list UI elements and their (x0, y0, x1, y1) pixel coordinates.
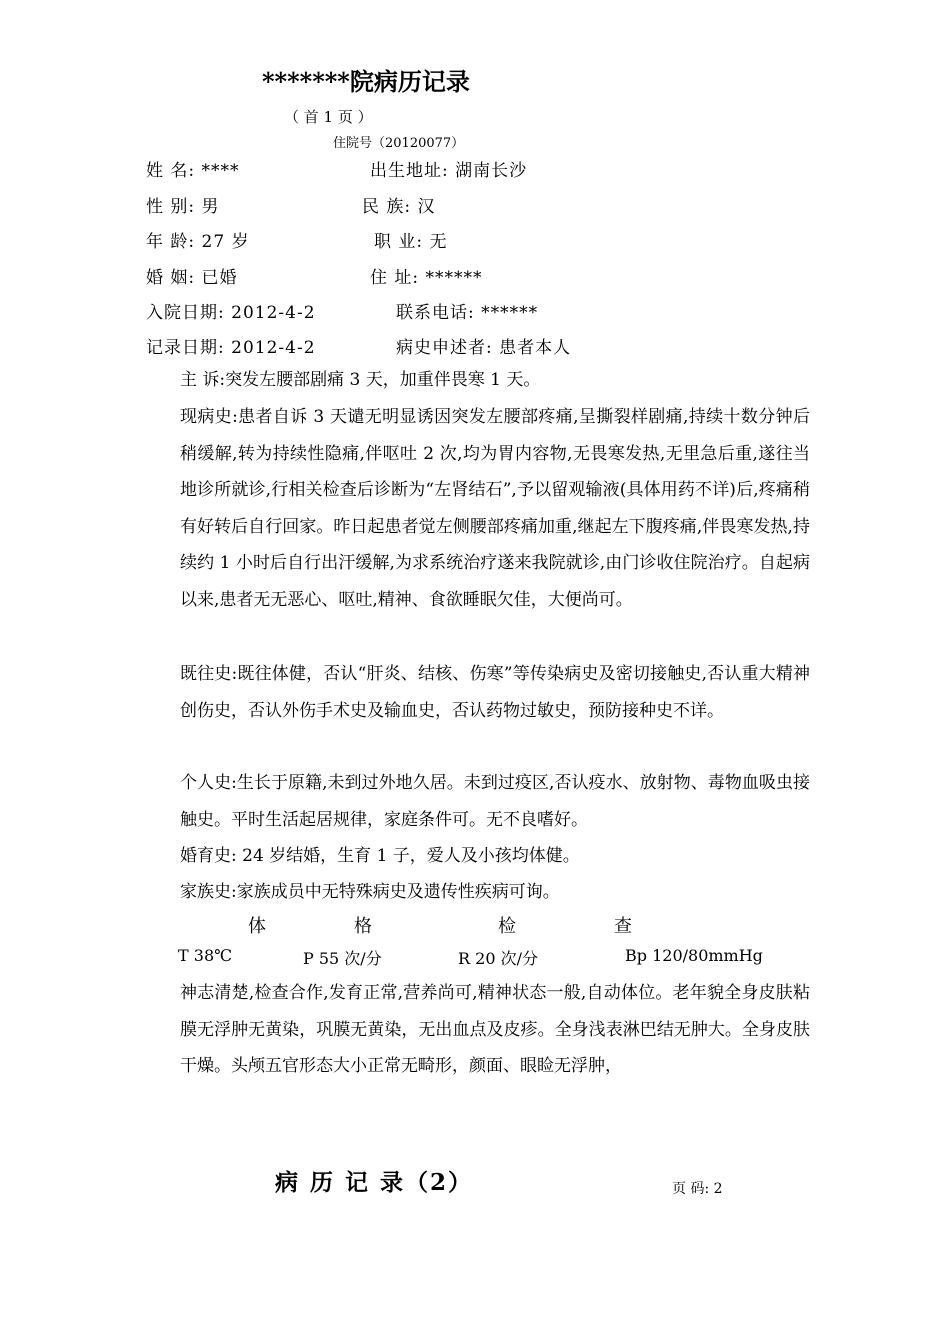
history-narrator: 病史申述者: 患者本人 (396, 338, 572, 358)
patient-sex: 性 别: 男 (146, 197, 220, 217)
ethnicity: 民 族: 汉 (362, 197, 436, 217)
record-date: 记录日期: 2012-4-2 (146, 338, 316, 358)
present-illness-text: 现病史:患者自诉 3 天谴无明显诱因突发左腰部疼痛,呈撕裂样剧痛,持续十数分钟后稍缓解,转为持续性隐痛,伴呕吐 2 次,均为胃内容物,无畏寒发热,无里急后重,遂往当地诊所就诊,行相关检查后诊断为“左肾结石”,予以留观输液(具体用药不详)后,疼痛稍有好转后自行回家。昨日起患者觉左侧腰部疼痛加重,继起左下腹疼痛,伴畏寒发热,持续约 1 小时后自行出汗缓解,为求系统治疗遂来我院就诊,由门诊收住院治疗。自起病以来,患者无无恶心、呕吐,精神、食欲睡眠欠佳，大便尚可。 (180, 407, 810, 610)
first-page-marker: （ 首 1 页 ） (284, 108, 373, 126)
past-history (146, 656, 810, 729)
admission-date: 入院日期: 2012-4-2 (146, 303, 316, 323)
patient-age: 年 龄: 27 岁 (146, 232, 250, 252)
vital-blood-pressure: Bp 120/80mmHg (625, 946, 763, 965)
birthplace: 出生地址: 湖南长沙 (370, 161, 528, 181)
page-number: 页 码: 2 (672, 1181, 723, 1197)
marital-status: 婚 姻: 已婚 (146, 268, 238, 288)
exam-findings (146, 975, 810, 1085)
occupation: 职 业: 无 (374, 232, 448, 252)
family-history-text: 家族史:家族成员中无特殊病史及遗传性疾病可询。 (180, 882, 560, 902)
present-illness (146, 399, 810, 618)
family-history (146, 874, 810, 911)
chief-complaint (146, 362, 810, 399)
marriage-history-text: 婚育史: 24 岁结婚，生育 1 子，爱人及小孩均体健。 (180, 846, 580, 866)
exam-heading-char-3: 检 (498, 916, 516, 937)
exam-heading-char-4: 查 (614, 916, 632, 937)
vital-respiration: R 20 次/分 (458, 949, 538, 968)
home-address: 住 址: ****** (370, 268, 483, 288)
contact-phone: 联系电话: ****** (396, 303, 539, 323)
personal-history (146, 765, 810, 838)
exam-heading-char-1: 体 (248, 916, 266, 937)
record-title: *******院病历记录 (262, 67, 470, 96)
personal-history-text: 个人史:生长于原籍,未到过外地久居。未到过疫区,否认疫水、放射物、毒物血吸虫接触史。平时生活起居规律，家庭条件可。无不良嗜好。 (180, 773, 810, 830)
chief-complaint-text: 主 诉:突发左腰部剧痛 3 天，加重伴畏寒 1 天。 (180, 370, 541, 390)
marriage-history (146, 838, 810, 875)
vital-pulse: P 55 次/分 (303, 949, 382, 968)
admission-number: 住院号（20120077） (333, 136, 465, 151)
exam-findings-text: 神志清楚,检查合作,发育正常,营养尚可,精神状态一般,自动体位。老年貌全身皮肤粘膜无浮肿无黄染，巩膜无黄染，无出血点及皮疹。全身浅表淋巴结无肿大。全身皮肤干燥。头颅五官形态大小正常无畸形，颜面、眼睑无浮肿， (180, 983, 810, 1076)
exam-heading-char-2: 格 (354, 916, 372, 937)
patient-name: 姓 名: **** (146, 161, 240, 181)
vital-temperature: T 38℃ (178, 946, 233, 965)
record-title-page-2: 病 历 记 录（2） (275, 1169, 474, 1196)
past-history-text: 既往史:既往体健，否认“肝炎、结核、伤寒”等传染病史及密切接触史,否认重大精神创伤史，否认外伤手术史及输血史，否认药物过敏史，预防接种史不详。 (180, 664, 810, 721)
